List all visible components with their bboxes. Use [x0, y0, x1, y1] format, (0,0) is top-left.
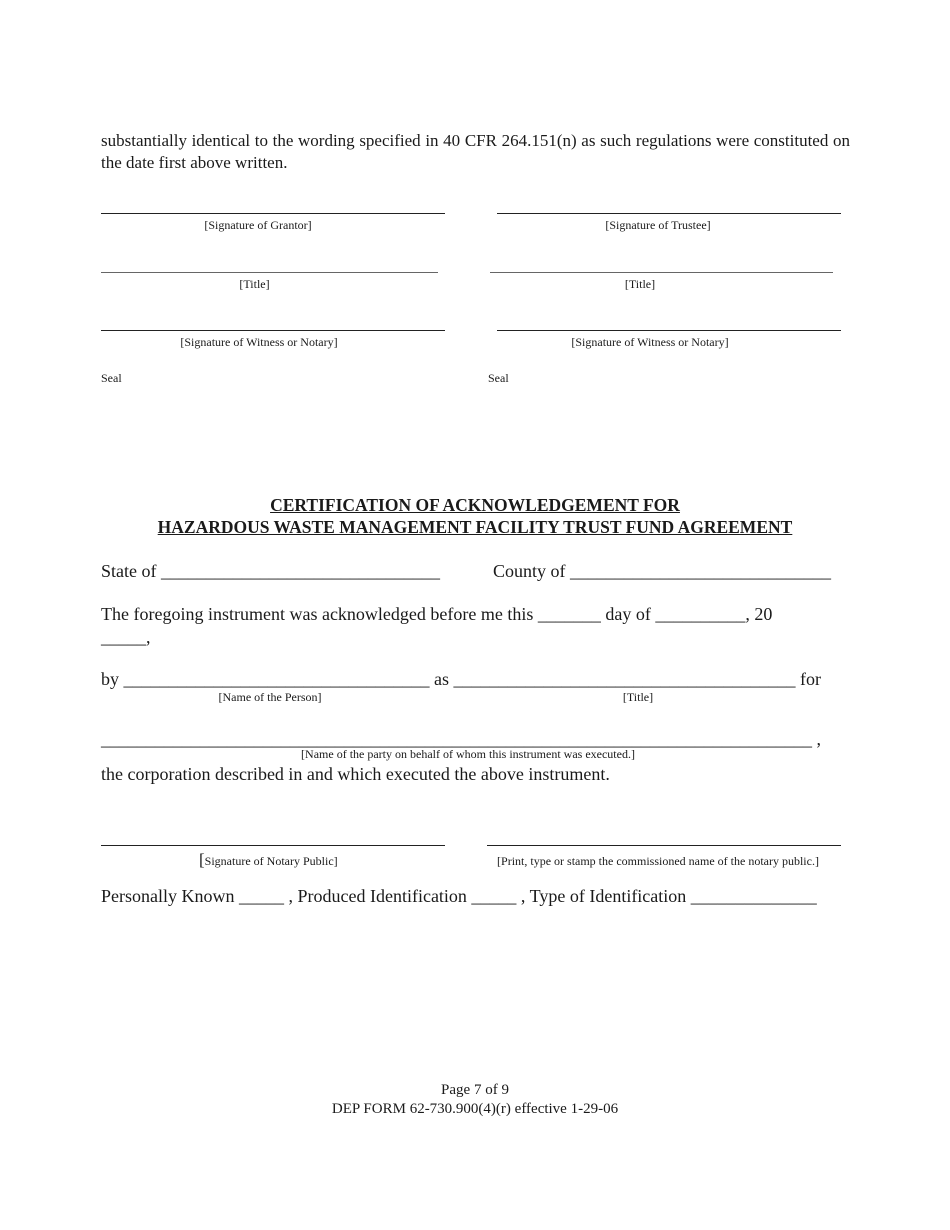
witness-right-caption: [Signature of Witness or Notary] [571, 335, 729, 349]
notary-signature-caption-group [199, 850, 338, 870]
notary-signature-line[interactable] [101, 845, 445, 846]
county-field[interactable]: County of _____________________________ [493, 561, 832, 581]
trustee-signature-line[interactable] [497, 213, 841, 214]
witness-left-signature-line[interactable] [101, 330, 445, 331]
trustee-signature-caption: [Signature of Trustee] [605, 218, 711, 232]
seal-left-label: Seal [101, 371, 122, 385]
certification-title-line1: CERTIFICATION OF ACKNOWLEDGEMENT FOR [270, 495, 680, 515]
trustee-title-caption: [Title] [624, 277, 656, 291]
by-name-title-field[interactable]: by __________________________________ as ______________________________________ for [101, 669, 821, 689]
intro-paragraph: substantially identical to the wording specified in 40 CFR 264.151(n) as such regulations were constituted on the date first above written. [101, 131, 850, 172]
witness-left-caption: [Signature of Witness or Notary] [180, 335, 338, 349]
grantor-title-line[interactable] [101, 272, 438, 273]
seal-right-label: Seal [488, 371, 509, 385]
person-title-caption: [Title] [622, 690, 654, 704]
year-field[interactable]: _____, [101, 627, 151, 647]
corporation-text: the corporation described in and which executed the above instrument. [101, 764, 610, 784]
notary-signature-caption: Signature of Notary Public] [204, 854, 338, 868]
grantor-signature-caption: [Signature of Grantor] [204, 218, 312, 232]
certification-title-line2: HAZARDOUS WASTE MANAGEMENT FACILITY TRUST FUND AGREEMENT [157, 517, 793, 537]
grantor-title-caption: [Title] [239, 277, 270, 291]
notary-signature-bracket: [ [199, 850, 205, 869]
witness-right-signature-line[interactable] [497, 330, 841, 331]
page-number: Page 7 of 9 [441, 1082, 509, 1098]
person-name-caption: [Name of the Person] [218, 690, 322, 704]
trustee-title-line[interactable] [490, 272, 833, 273]
acknowledged-date-field[interactable]: The foregoing instrument was acknowledged before me this _______ day of __________, 20 [101, 604, 773, 624]
state-field[interactable]: State of _______________________________ [101, 561, 440, 581]
notary-printed-name-caption: [Print, type or stamp the commissioned name of the notary public.] [497, 854, 819, 868]
party-name-caption: [Name of the party on behalf of whom this instrument was executed.] [301, 747, 635, 761]
notary-printed-name-line[interactable] [487, 845, 841, 846]
form-number: DEP FORM 62-730.900(4)(r) effective 1-29-06 [331, 1101, 619, 1117]
party-name-field[interactable]: _______________________________________________________________________________ , [101, 729, 821, 749]
grantor-signature-line[interactable] [101, 213, 445, 214]
identification-field[interactable]: Personally Known _____ , Produced Identification _____ , Type of Identification ______________ [101, 886, 817, 906]
